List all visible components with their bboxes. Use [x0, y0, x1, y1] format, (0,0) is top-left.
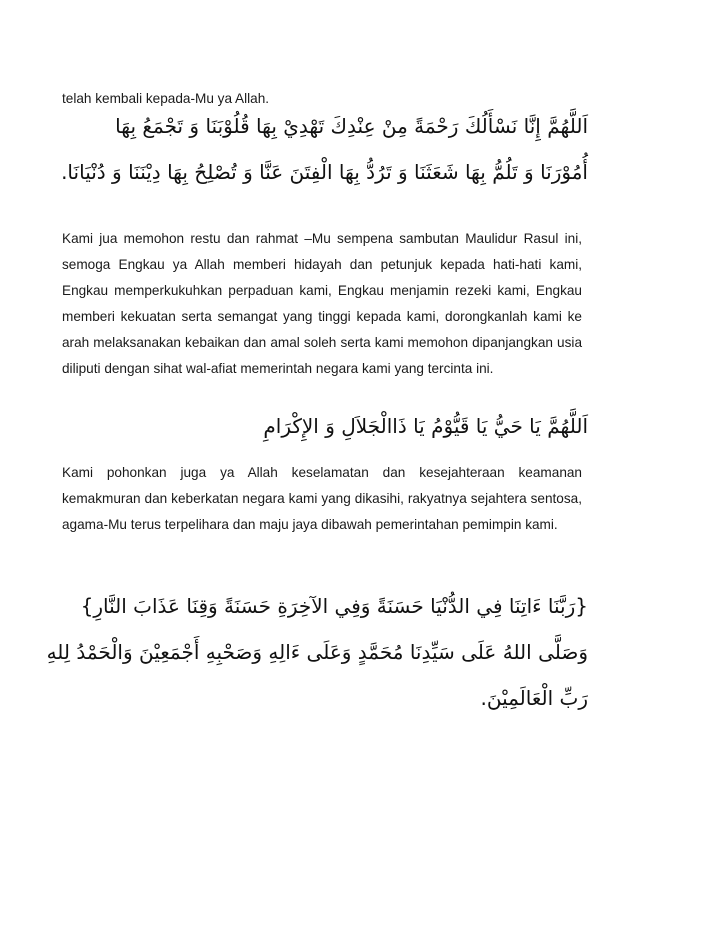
paragraph-restu-rahmat: Kami jua memohon restu dan rahmat –Mu sempena sambutan Maulidur Rasul ini, semoga Engkau ya Allah memberi hidayah dan petunjuk kepada hati-hati kami, Engkau memperkukuhkan perpaduan kami, Engkau menjamin rezeki kami, Engkau memberi kekuatan serta semangat yang tinggi kepada kami, dorongkanlah kami ke arah melaksanakan kebaikan dan amal soleh serta kami memohon dipanjangkan usia diliputi dengan sihat wal-afiat memerintah negara kami yang tercinta ini. [62, 231, 582, 376]
paragraph-keselamatan: Kami pohonkan juga ya Allah keselamatan dan kesejahteraan keamanan kemakmuran dan keberkatan negara kami yang dikasihi, rakyatnya sejahtera sentosa, agama-Mu terus terpelihara dan maju jaya dibawah pemerintahan pemimpin kami. [62, 465, 582, 532]
arabic-salawat-line: وَصَلَّى اللهُ عَلَى سَيِّدِنَا مُحَمَّدٍ وَعَلَى ءَالِهِ وَصَحْبِهِ أَجْمَعِيْنَ وَالْحَمْدُ لِلهِ [46, 640, 588, 664]
arabic-rabbil-alamin-line: رَبِّ الْعَالَمِيْنَ. [480, 686, 588, 710]
arabic-rabbana-line: {رَبَّنَا ءَاتِنَا فِي الدُّنْيَا حَسَنَةً وَفِي الآخِرَةِ حَسَنَةً وَقِنَا عَذَابَ النَّارِ} [80, 594, 588, 618]
arabic-doa-line-1: اَللَّهُمَّ إِنَّا نَسْأَلُكَ رَحْمَةً مِنْ عِنْدِكَ تَهْدِيْ بِهَا قُلُوْبَنَا وَ تَجْمَعُ بِهَا [115, 114, 588, 138]
arabic-ya-hayyu-line: اَللَّهُمَّ يَا حَيُّ يَا قَيُّوْمُ يَا ذَاالْجَلاَلِ وَ الإِكْرَامِ [263, 414, 588, 438]
paragraph-closing-line: telah kembali kepada-Mu ya Allah. [62, 91, 270, 106]
arabic-doa-line-2: أُمُوْرَنَا وَ تَلُمُّ بِهَا شَعَثَنَا وَ تَرُدُّ بِهَا الْفِتَنَ عَنَّا وَ تُصْلِحُ بِهَا دِيْنَنَا وَ دُنْيَانَا. [61, 160, 588, 184]
